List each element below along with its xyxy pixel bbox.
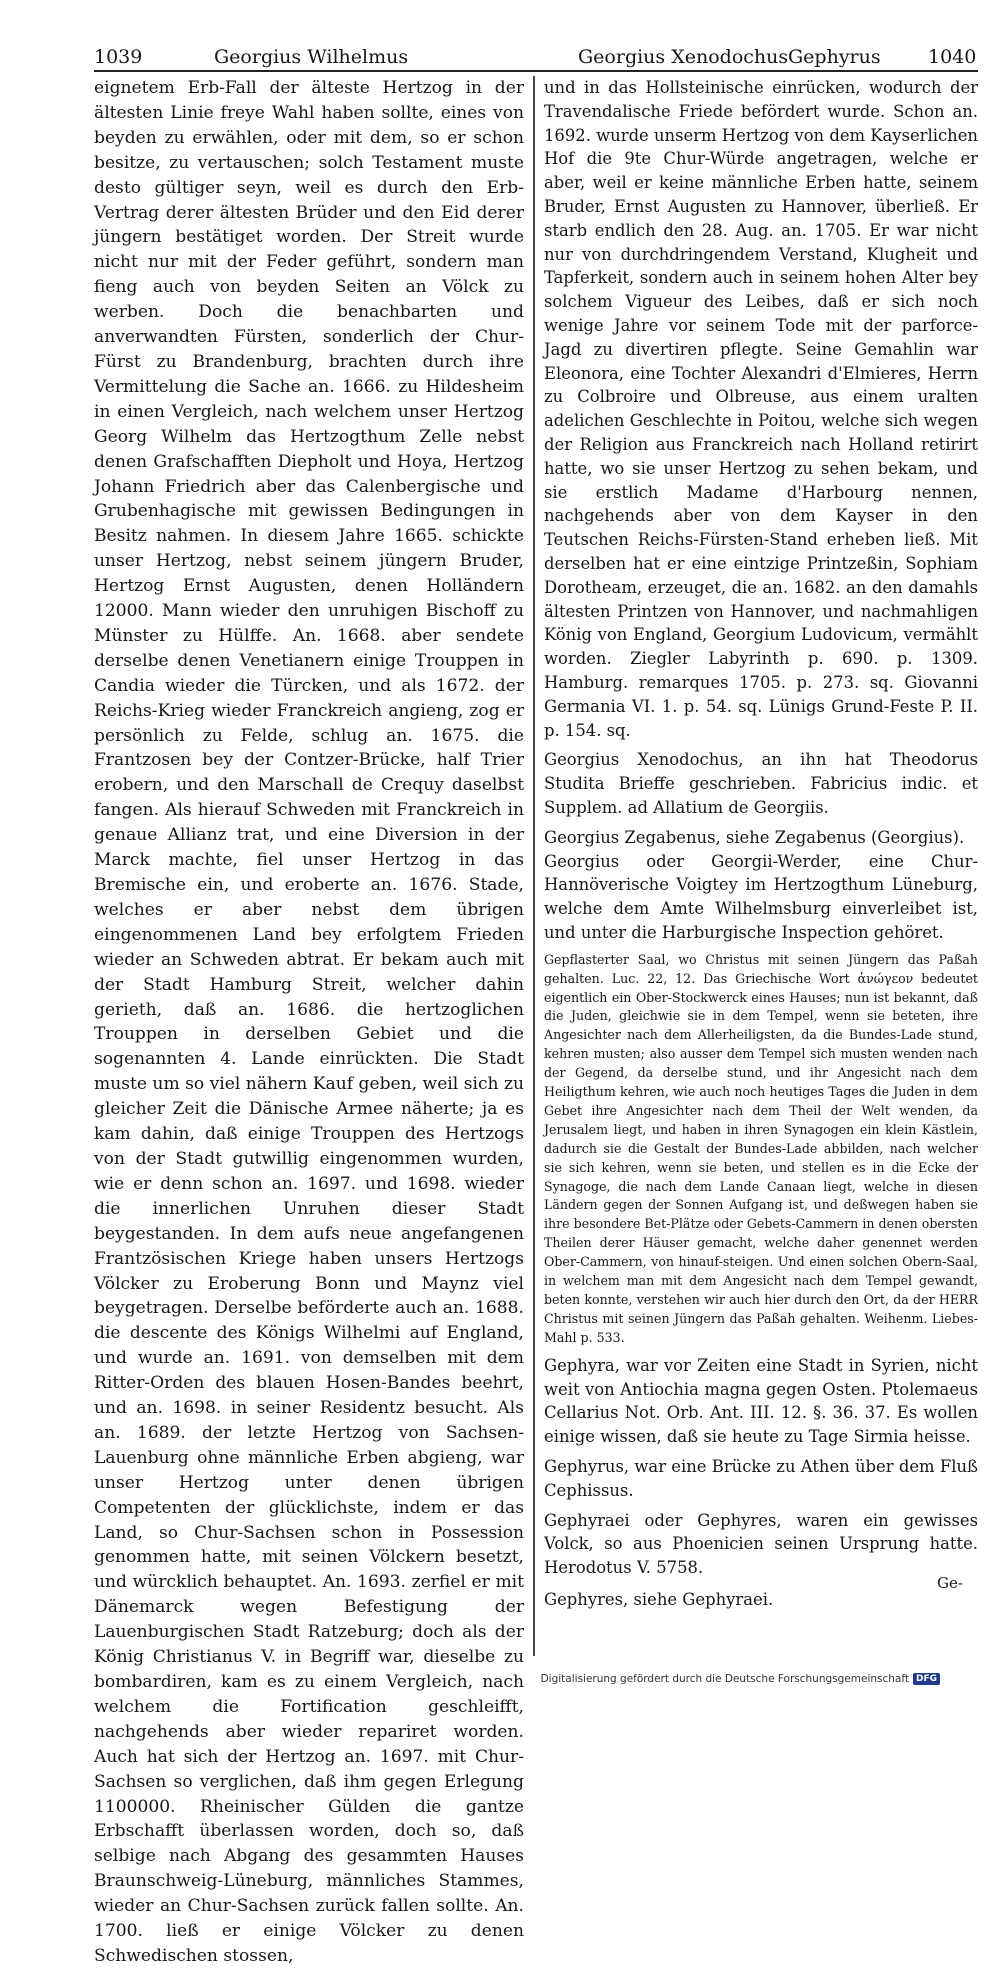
entry-georgius-wilhelmus-end: und in das Hollsteinische einrücken, wodurch der Travendalische Friede befördert wurde. Schon an. 1692. wurde unserm Hertzog von dem Kayserlichen Hof die 9te Chur-Würde angetragen, welche er aber, weil er keine männliche Erben hatte, seinem Bruder, Ernst Augusten zu Hannover, überließ. Er starb endlich den 28. Aug. an. 1705. Er war nicht nur von durchdringendem Verstand, Klugheit und Tapferkeit, sondern auch in seinem hohen Alter bey solchem Vigueur des Leibes, daß er sich noch wenige Jahre vor seinem Tode mit der parforce-Jagd zu divertiren pflegte. Seine Gemahlin war Eleonora, eine Tochter Alexandri d'Elmieres, Herrn zu Colbroire und Olbreuse, aus einem uralten adelichen Geschlechte in Poitou, welche sich wegen der Religion aus Franckreich nach Holland retirirt hatte, wo sie unser Hertzog zu sehen bekam, und sie erstlich Madame d'Harbourg nennen, nachgehends aber von dem Kayser in den Teutschen Reichs-Fürsten-Stand erheben ließ. Mit derselben hat er eine eintzige Printzeßin, Sophiam Dorotheam, erzeuget, die an. 1682. an den damahls ältesten Printzen von Hannover, und nachmahligen König von England, Georgium Ludovicum, vermählt worden. Ziegler Labyrinth p. 690. p. 1309. Hamburg. remarques 1705. p. 273. sq. Giovanni Germania VI. 1. p. 54. sq. Lünigs Grund-Feste P. II. p. 154. sq. <box>544 78 978 740</box>
running-title-right-1: Georgius Xenodochus <box>578 46 789 68</box>
dfg-logo: DFG <box>913 1673 940 1685</box>
footer-credit-text: Digitalisierung gefördert durch die Deutsche Forschungsgemeinschaft <box>540 1673 909 1685</box>
entry-gephyra: Gephyra, war vor Zeiten eine Stadt in Syrien, nicht weit von Antiochia magna gegen Osten. Ptolemaeus Cellarius Not. Orb. Ant. III. 12. §. 36. 37. Es wollen einige wissen, daß sie heute zu Tage Sirmia heisse. <box>544 1355 978 1447</box>
entry-gephyraei: Gephyraei oder Gephyres, waren ein gewisses Volck, so aus Phoenicien seinen Ursprung hatte. Herodotus V. 5758. <box>544 1510 978 1578</box>
entry-gepflasterter-saal: Gepflasterter Saal, wo Christus mit seinen Jüngern das Paßah gehalten. Luc. 22, 12. Das Griechische Wort ἀνώγεον bedeutet eigentlich ein Ober-Stockwerck eines Hauses; nun ist bekannt, daß die Juden, gleichwie sie in dem Tempel, wenn sie beteten, ihre Angesichter nach dem Allerheiligsten, da die Bundes-Lade stund, kehren musten; also ausser dem Tempel sich musten wenden nach der Gegend, da derselbe stund, und ihr Angesicht nach dem Heiligthum kehren, wie auch noch heutiges Tages die Juden in dem Gebet ihre Angesichter nach dem Theil der Welt wenden, da Jerusalem liegt, und haben in ihren Synagogen ein klein Kästlein, dadurch sie die Gestalt der Bundes-Lade abbilden, nach welcher sie sich kehren, wenn sie beten, und stellen es in die Ecke der Synagoge, die nach dem Lande Canaan liegt, welche in diesen Ländern gegen der Sonnen Aufgang ist, und deßwegen haben sie ihre besondere Bet-Plätze oder Gebets-Cammern in denen obersten Theilen derer Häuser gemacht, welche daher genennet werden Ober-Cammern, von hinauf-steigen. Und einen solchen Obern-Saal, in welchem man mit dem Angesicht nach dem Tempel gewandt, beten konnte, verstehen wir auch hier durch den Ort, da der HERR Christus mit seinen Jüngern das Paßah gehalten. Weihenm. Liebes-Mahl p. 533. <box>544 951 978 1345</box>
page-number-right: 1040 <box>928 46 977 68</box>
footer-credit <box>541 1673 940 1685</box>
running-title-right-2: Gephyrus <box>788 46 881 68</box>
entry-georgius-xenodochus: Georgius Xenodochus, an ihn hat Theodorus Studita Brieffe geschrieben. Fabricius indic. et Supplem. ad Allatium de Georgiis. <box>544 750 978 817</box>
running-title-left: Georgius Wilhelmus <box>214 46 409 68</box>
entry-gephyres: Gephyres, siehe Gephyraei. <box>544 1589 774 1609</box>
entry-georgius-werder: Georgius oder Georgii-Werder, eine Chur-Hannöverische Voigtey im Hertzogthum Lüneburg, welche dem Amte Wilhelmsburg einverleibet ist, und unter die Harburgische Inspection gehöret. <box>544 851 978 942</box>
catchword: Ge- <box>937 1574 963 1592</box>
header-rule <box>94 70 978 72</box>
entry-gephyrus: Gephyrus, war eine Brücke zu Athen über dem Fluß Cephissus. <box>544 1456 978 1500</box>
left-column-text: eignetem Erb-Fall der älteste Hertzog in der ältesten Linie freye Wahl haben sollte, eines von beyden zu erwählen, oder mit dem, so er schon besitze, zu vertauschen; solch Testament muste desto gültiger seyn, weil es durch den Erb-Vertrag derer ältesten Brüder und den Eid derer jüngern bestätiget worden. Der Streit wurde nicht nur mit der Feder geführt, sondern man fieng auch von beyden Seiten an Völck zu werben. Doch die benachbarten und anverwandten Fürsten, sonderlich der Chur-Fürst zu Brandenburg, brachten durch ihre Vermittelung die Sache an. 1666. zu Hildesheim in einen Vergleich, nach welchem unser Hertzog Georg Wilhelm das Hertzogthum Zelle nebst denen Grafschafften Diepholt und Hoya, Hertzog Johann Friedrich aber das Calenbergische und Grubenhagische mit gewissen Bedingungen in Besitz nahmen. In diesem Jahre 1665. schickte unser Hertzog, nebst seinem jüngern Bruder, Hertzog Ernst Augusten, denen Holländern 12000. Mann wieder den unruhigen Bischoff zu Münster zu Hülffe. An. 1668. aber sendete derselbe denen Venetianern einige Trouppen in Candia wieder die Türcken, und als 1672. der Reichs-Krieg wieder Franckreich angieng, zog er persönlich zu Felde, schlug an. 1675. die Frantzosen bey der Contzer-Brücke, half Trier erobern, und den Marschall de Crequy daselbst fangen. Als hierauf Schweden mit Franckreich in genaue Allianz trat, und eine Diversion in der Marck machte, fiel unser Hertzog in das Bremische ein, und eroberte an. 1676. Stade, welches er aber nebst dem übrigen eingenommenen Land bey erfolgtem Frieden wieder an Schweden abtrat. Er bekam auch mit der Stadt Hamburg Streit, welcher dahin gerieth, daß an. 1686. die hertzoglichen Trouppen in derselben Gebiet und die sogenannten 4. Lande einrückten. Die Stadt muste um so viel nähern Kauf geben, weil sich zu gleicher Zeit die Dänische Armee näherte; ja es kam dahin, daß einige Trouppen des Hertzogs von der Stadt gutwillig eingenommen wurden, wie er denn schon an. 1697. und 1698. wieder die innerlichen Unruhen dieser Stadt beygestanden. In dem aufs neue angefangenen Frantzösischen Kriege haben unsers Hertzogs Völcker zu Eroberung Bonn und Maynz viel beygetragen. Derselbe beförderte auch an. 1688. die descente des Königs Wilhelmi auf England, und wurde an. 1691. von demselben mit dem Ritter-Orden des blauen Hosen-Bandes beehrt, und an. 1698. in seiner Residentz besucht. Als an. 1689. der letzte Hertzog von Sachsen-Lauenburg ohne männliche Erben abgieng, war unser Hertzog unter denen übrigen Competenten der glücklichste, indem er das Land, so Chur-Sachsen schon in Possession genommen hatte, mit seinen Völckern besetzt, und würcklich behauptet. An. 1693. zerfiel er mit Dänemarck wegen Befestigung der Lauenburgischen Stadt Ratzeburg; doch als der König Christianus V. in Begriff war, dieselbe zu bombardiren, kam es zu einem Vergleich, nach welchem die Fortification geschleifft, nachgehends aber wieder repariret worden. Auch hat sich der Hertzog an. 1697. mit Chur-Sachsen so verglichen, daß ihm gegen Erlegung 1100000. Rheinischer Gülden die gantze Erbschafft überlassen worden, doch so, daß selbige nach Abgang des gesammten Hauses Braunschweig-Lüneburg, männliches Stammes, wieder an Chur-Sachsen zurück fallen sollte. An. 1700. ließ er einige Völcker zu denen Schwedischen stossen, <box>94 78 524 1966</box>
entry-georgius-zegabenus: Georgius Zegabenus, siehe Zegabenus (Georgius). <box>544 827 965 847</box>
page-number-left: 1039 <box>94 46 143 68</box>
column-separator <box>533 76 535 1656</box>
left-column <box>94 76 524 1969</box>
right-column <box>544 76 978 1612</box>
